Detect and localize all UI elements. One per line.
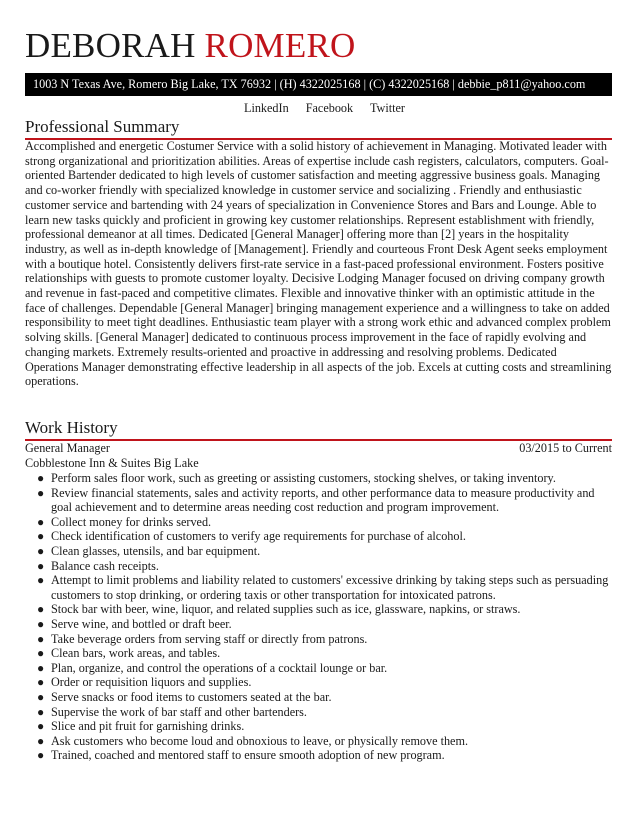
- duty-text: Perform sales floor work, such as greeting or assisting customers, stocking shelves, or taking inventory.: [51, 471, 556, 485]
- duty-text: Stock bar with beer, wine, liquor, and related supplies such as ice, glassware, napkins, or straws.: [51, 602, 521, 617]
- linkedin-link[interactable]: LinkedIn: [244, 101, 289, 115]
- duties-list: [37, 471, 612, 763]
- bullet-icon: ●: [37, 514, 45, 529]
- social-links: [244, 100, 419, 116]
- duty-item: [37, 675, 612, 690]
- duty-item: [37, 529, 612, 544]
- bullet-icon: ●: [37, 748, 45, 763]
- duty-text: Ask customers who become loud and obnoxious to leave, or physically remove them.: [51, 733, 468, 748]
- candidate-name: [25, 26, 355, 66]
- duty-text: Slice and pit fruit for garnishing drinks.: [51, 719, 245, 734]
- duty-item: [37, 514, 612, 530]
- bullet-icon: ●: [37, 616, 45, 631]
- bullet-icon: ●: [37, 660, 45, 675]
- duty-item: [37, 719, 612, 734]
- duty-item: [37, 543, 612, 559]
- duty-item: [37, 660, 612, 676]
- duty-text: Order or requisition liquors and supplies.: [51, 675, 252, 690]
- first-name: DEBORAH: [25, 26, 196, 65]
- duty-item: [37, 602, 612, 617]
- bullet-icon: ●: [37, 558, 45, 573]
- duty-text: Serve wine, and bottled or draft beer.: [51, 616, 232, 631]
- duty-item: [37, 704, 612, 720]
- duty-item: [37, 616, 612, 632]
- bullet-icon: ●: [37, 602, 45, 617]
- duty-text: Collect money for drinks served.: [51, 514, 212, 529]
- duty-item: [37, 733, 612, 749]
- duty-text: Plan, organize, and control the operations of a cocktail lounge or bar.: [51, 660, 388, 675]
- duty-item: [37, 631, 612, 647]
- duty-item: [37, 573, 612, 602]
- duty-text: Trained, coached and mentored staff to ensure smooth adoption of new program.: [51, 748, 445, 763]
- duty-item: [37, 558, 612, 574]
- summary-text: Accomplished and energetic Costumer Service with a solid history of achievement in Managing. Motivated leader with strong organizational and prioritization abilities. Areas of expertise include cash registers, calculators, computers. Goal-oriented Bartender dedicated to high levels of customer satisfaction and meeting aggressive business goals. Managing and co-worker friendly with specialized knowledge in customer service and socializing . Friendly and enthusiastic customer service and bartending with 24 years of specialization in Convenience Stores and Bars and Lounge. Able to learn new tasks quickly and proficient in growing key customer relationships. Represent establishment with friendly, professional demeanor at all times. Dedicated [General Manager] offering more than [2] years in the hospitality industry, as well as in-depth knowledge of [Management]. Friendly and courteous Front Desk Agent seeks employment with a boutique hotel. Consistently delivers first-rate service in a fast-paced professional environment. Fosters positive relationships with guests to promote customer loyalty. Decisive Lodging Manager focused on driving company growth and revenue in fast-paced and competitive climates. Flexible and innovative thinker with an optimistic attitude in the face of challenges. Dependable [General Manager] bringing management experience and a willingness to take on added responsibility to meet tight deadlines. Enthusiastic team player with a strong work ethic and advanced complex problem solving skills. [General Manager] dedicated to continuous process improvement in the face of rapidly evolving and changing markets. Extremely results-oriented and proactive in addressing and resolving problems. Dedicated Operations Manager demonstrating effective leadership in all aspects of the job. Excels at cutting costs and streamlining operations.: [25, 139, 612, 389]
- company-name: Cobblestone Inn & Suites Big Lake: [25, 456, 199, 470]
- last-name: ROMERO: [204, 26, 356, 65]
- bullet-icon: ●: [37, 573, 45, 588]
- bullet-icon: ●: [37, 646, 45, 661]
- job-title: General Manager: [25, 441, 110, 455]
- bullet-icon: ●: [37, 471, 45, 485]
- section-title-summary: Professional Summary: [25, 117, 612, 140]
- bullet-icon: ●: [37, 543, 45, 558]
- duty-text: Check identification of customers to verify age requirements for purchase of alcohol.: [51, 529, 466, 544]
- duty-text: Take beverage orders from serving staff or directly from patrons.: [51, 631, 368, 646]
- bullet-icon: ●: [37, 675, 45, 690]
- duty-text: Serve snacks or food items to customers seated at the bar.: [51, 689, 332, 704]
- facebook-link[interactable]: Facebook: [305, 101, 354, 115]
- duty-item: [37, 471, 612, 486]
- bullet-icon: ●: [37, 631, 45, 646]
- duty-text: Review financial statements, sales and activity reports, and other performance data to measure productivity and goal achievement and to determine areas needing cost reduction and program improvement.: [51, 485, 595, 515]
- duty-text: Clean bars, work areas, and tables.: [51, 646, 221, 661]
- duty-item: [37, 485, 612, 515]
- duty-text: Balance cash receipts.: [51, 558, 159, 573]
- bullet-icon: ●: [37, 689, 45, 704]
- bullet-icon: ●: [37, 719, 45, 734]
- section-title-work-history: Work History: [25, 418, 612, 441]
- bullet-icon: ●: [37, 704, 45, 719]
- bullet-icon: ●: [37, 485, 45, 500]
- duty-item: [37, 646, 612, 661]
- contact-bar: 1003 N Texas Ave, Romero Big Lake, TX 76932 | (H) 4322025168 | (C) 4322025168 | debbie_p811@yahoo.com: [25, 73, 612, 96]
- duty-text: Attempt to limit problems and liability related to customers' excessive drinking by taking steps such as persuading customers to stop drinking, or ordering taxis or other transportation for intoxicated patrons.: [51, 573, 609, 602]
- job-dates: 03/2015 to Current: [519, 441, 612, 455]
- duty-text: Supervise the work of bar staff and other bartenders.: [51, 704, 307, 719]
- duty-item: [37, 748, 612, 763]
- twitter-link[interactable]: Twitter: [369, 101, 405, 115]
- job-header: [25, 441, 612, 456]
- bullet-icon: ●: [37, 733, 45, 748]
- bullet-icon: ●: [37, 529, 45, 544]
- duty-item: [37, 689, 612, 705]
- duty-text: Clean glasses, utensils, and bar equipment.: [51, 543, 261, 558]
